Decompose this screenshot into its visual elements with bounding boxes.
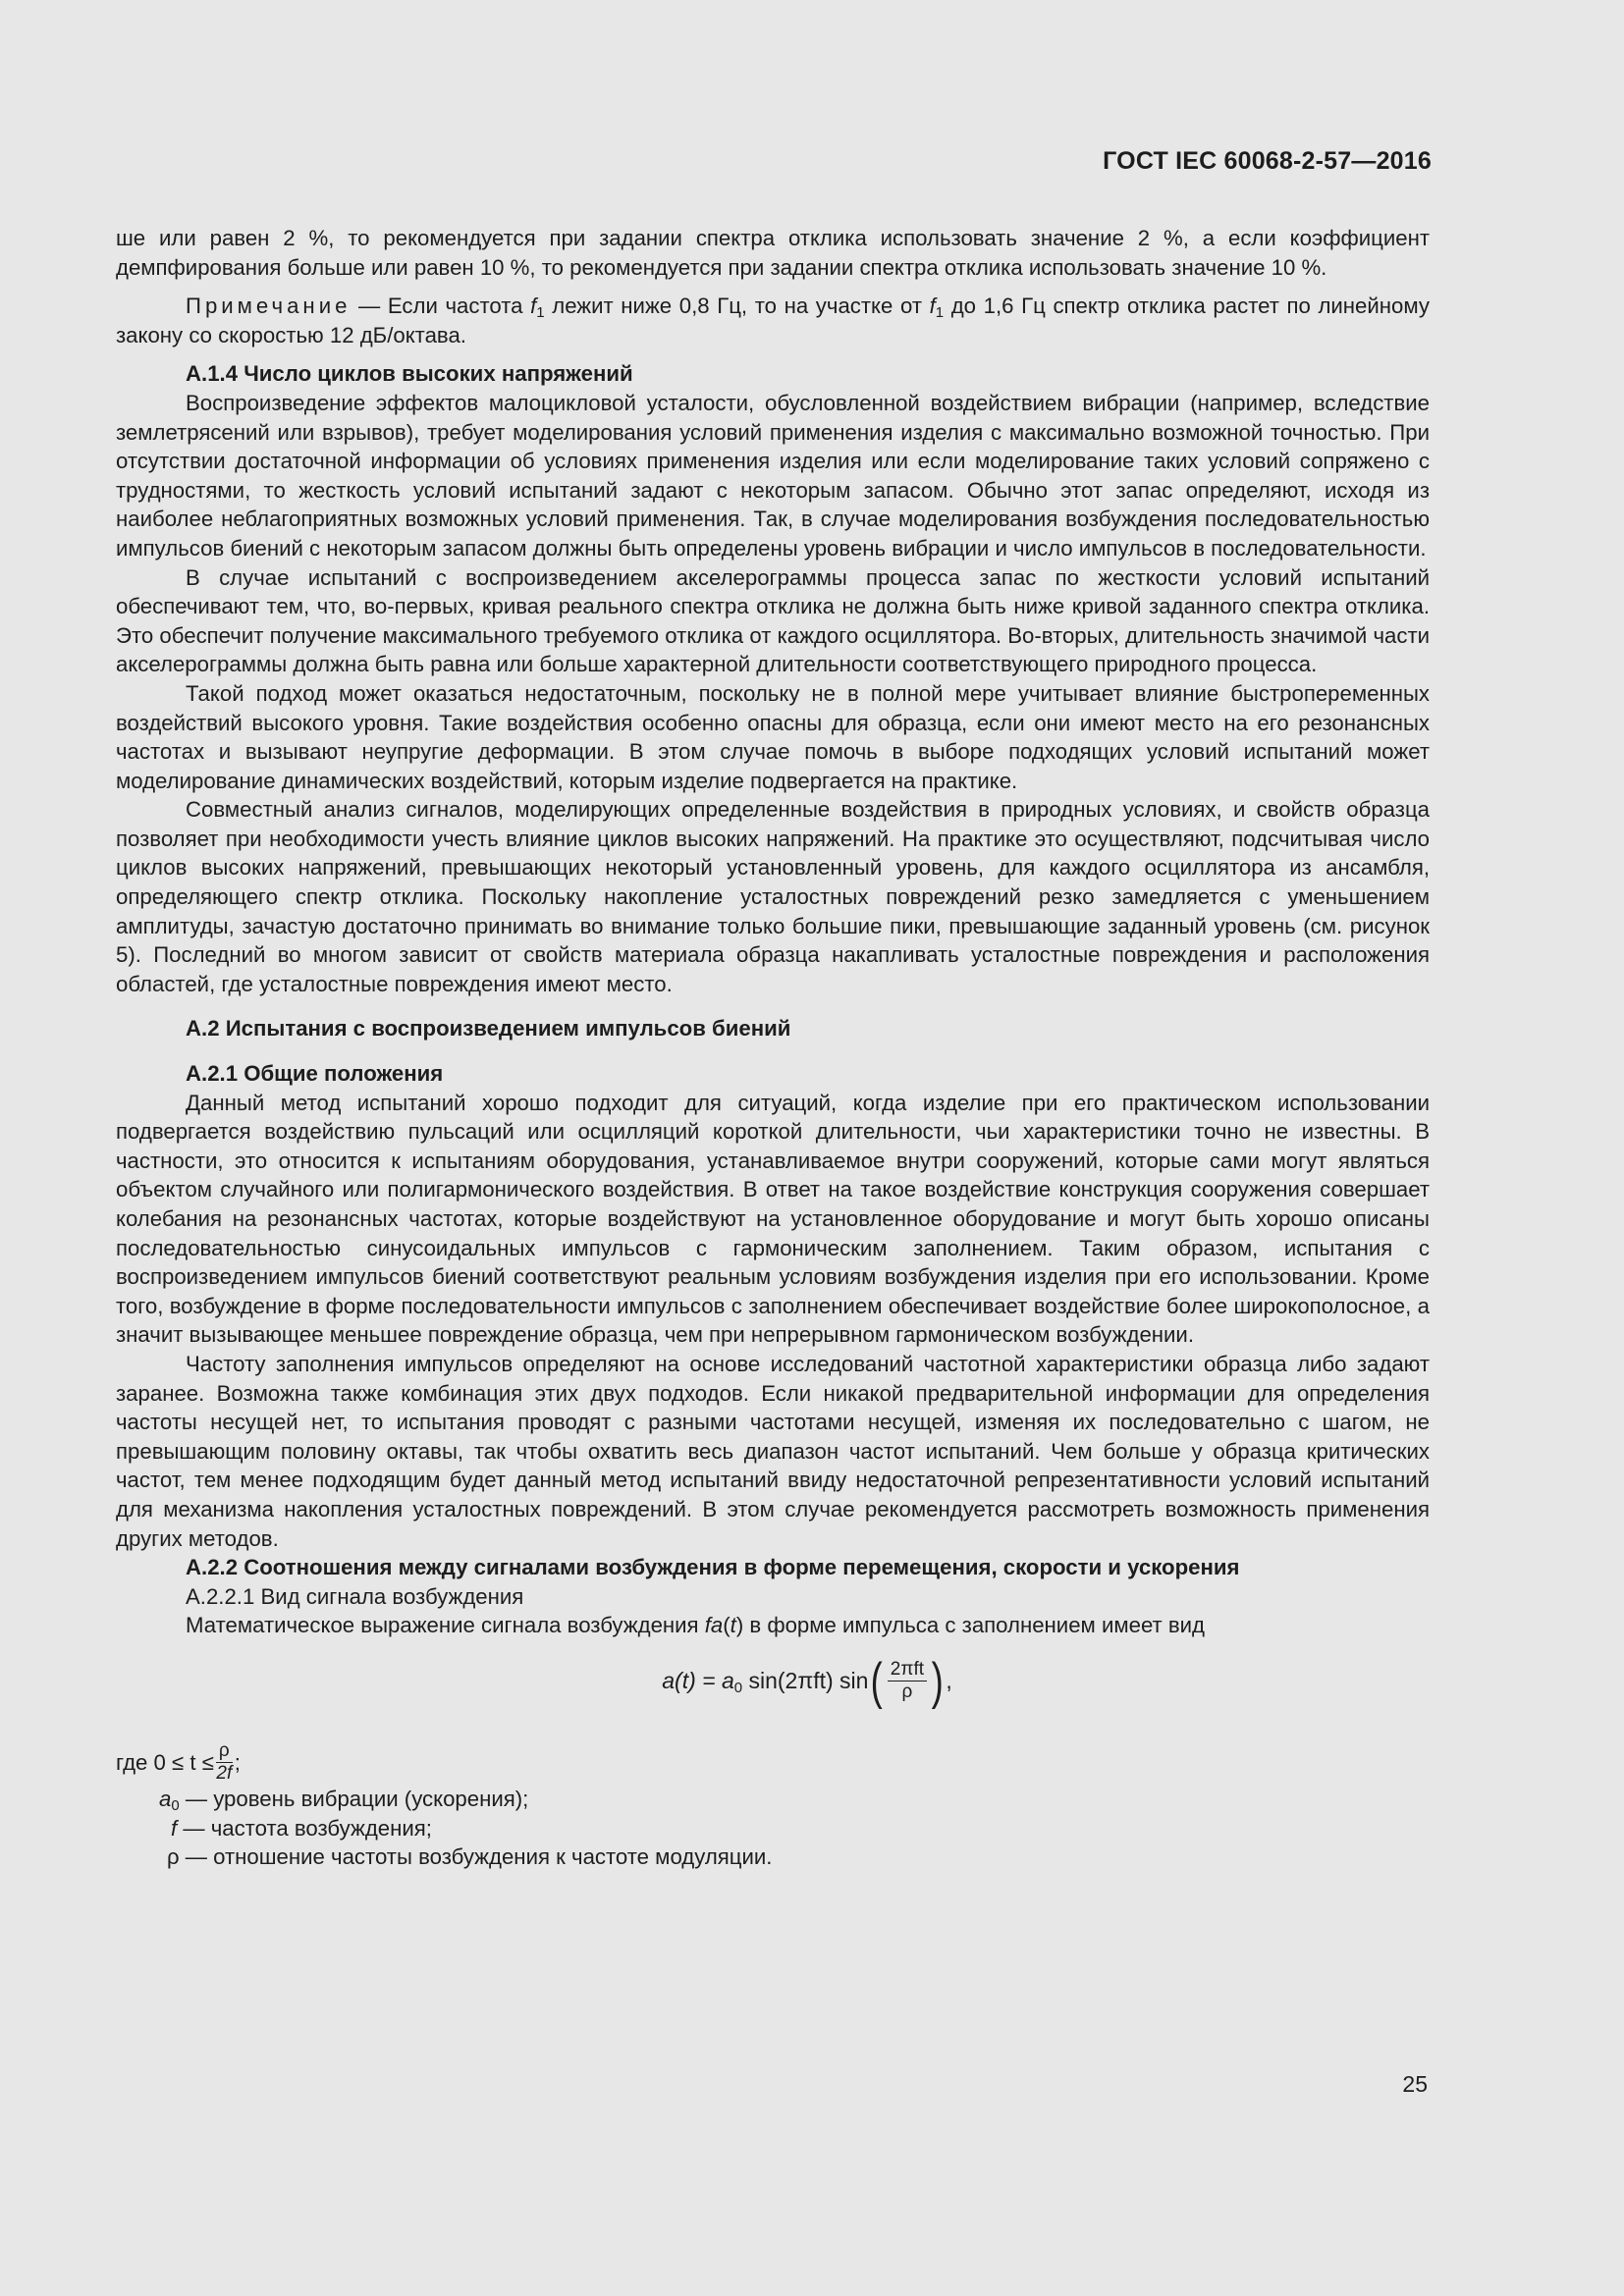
section-heading-a22: А.2.2 Соотношения между сигналами возбуждения в форме перемещения, скорости и ускорения	[186, 1555, 1240, 1580]
where-clause	[116, 1740, 1430, 1785]
document-body	[116, 224, 1430, 1872]
note-text-a: — Если частота	[351, 294, 531, 319]
paragraph: ше или равен 2 %, то рекомендуется при задании спектра отклика использовать значение 2 %, а если коэффициент демпфирования больше или равен 10 %, то рекомендуется при задании спектра отклика использовать значение 10 %.	[116, 226, 1430, 280]
formula-lhs: a(t) = a	[662, 1668, 734, 1694]
right-paren: )	[931, 1652, 944, 1710]
note-text-b: лежит ниже 0,8 Гц, то на участке от	[544, 294, 930, 319]
where-denominator: 2f	[216, 1762, 233, 1784]
paragraph: Данный метод испытаний хорошо подходит для ситуаций, когда изделие при его практическом использовании подвергается воздействию пульсаций или осцилляций короткой длительности, чьи характеристики точно не известны. В частности, это относится к испытаниям оборудования, устанавливаемое внутри сооружений, которые сами могут являться объектом случайного или полигармонического воздействия. В ответ на такое воздействие конструкция сооружения совершает колебания на резонансных частотах, которые воздействуют на установленное оборудование и могут быть хорошо описаны последовательностью синусоидальных импульсов с гармоническим заполнением. Таким образом, испытания с воспроизведением импульсов биений соответствуют реальным условиям возбуждения изделия при его использовании. Кроме того, возбуждение в форме последовательности импульсов с заполнением обеспечивает воздействие более широкополосное, а значит вызывающее меньшее повреждение образца, чем при непрерывном гармоническом возбуждении.	[116, 1090, 1430, 1348]
subsection-heading-a221: А.2.2.1 Вид сигнала возбуждения	[186, 1583, 524, 1609]
page-number: 25	[1402, 2071, 1428, 2097]
note-paragraph: Примечание — Если частота $f_1$ лежит ниже 0,8 Гц, то на участке от $f_1$ до 1,6 Гц спектр отклика растет по линейному закону со скоростью 12 дБ/октава.	[116, 294, 1430, 347]
section-heading-a2: А.2 Испытания с воспроизведением импульсов биений	[186, 1016, 791, 1041]
section-heading-a14: А.1.4 Число циклов высоких напряжений	[186, 361, 633, 387]
where-fraction	[216, 1740, 233, 1785]
symbol-f1: f	[530, 294, 537, 319]
where-prefix: где 0 ≤ t ≤	[116, 1749, 214, 1775]
formula-lhs-sub: 0	[733, 1680, 743, 1697]
paragraph: Математическое выражение сигнала возбуждения fa(t) в форме импульса с заполнением имеет вид	[186, 1613, 1206, 1638]
note-text-c: до 1,6 Гц спектр отклика растет по линейному закону со скоростью 12 дБ/октава.	[116, 294, 1430, 347]
definition-rho: ρ — отношение частоты возбуждения к частоте модуляции.	[167, 1844, 773, 1870]
paragraph: Частоту заполнения импульсов определяют на основе исследований частотной характеристики образца либо задают заранее. Возможна также комбинация этих двух подходов. Если никакой предварительной информации для определения частоты несущей нет, то испытания проводят с разными частотами несущей, изменяя их последовательно с шагом, не превышающим половину октавы, так чтобы охватить весь диапазон частот испытаний. Чем больше у образца критических частот, тем менее подходящим будет данный метод испытаний ввиду недостаточной репрезентативности условий испытаний для механизма накопления усталостных повреждений. В этом случае рекомендуется рассмотреть возможность применения других методов.	[116, 1351, 1430, 1551]
paragraph: В случае испытаний с воспроизведением акселерограммы процесса запас по жесткости условий испытаний обеспечивают тем, что, во-первых, кривая реального спектра отклика не должна быть ниже кривой заданного спектра отклика. Это обеспечит получение максимального требуемого отклика от каждого осциллятора. Во-вторых, длительность значимой части акселерограммы должна быть равна или больше характерной длительности соответствующего природного процесса.	[116, 564, 1430, 677]
formula-intro-b: в форме импульса с заполнением имеет вид	[743, 1613, 1206, 1638]
symbol-f1: f	[929, 294, 936, 319]
note-label: Примечание	[186, 294, 352, 319]
paragraph: Такой подход может оказаться недостаточным, поскольку не в полной мере учитывает влияние быстропеременных воздействий высокого уровня. Такие воздействия особенно опасны для образца, если они имеют место на его резонансных частотах и вызывают неупругие деформации. В этом случае помочь в выборе подходящих условий испытаний может моделирование динамических воздействий, которым изделие подвергается на практике.	[116, 680, 1430, 793]
excitation-formula	[116, 1652, 1430, 1710]
definition-f: f — частота возбуждения;	[171, 1815, 432, 1841]
paragraph: Воспроизведение эффектов малоцикловой усталости, обусловленной воздействием вибрации (например, вследствие землетрясений или взрывов), требует моделирования условий применения изделия с максимально возможной точностью. При отсутствии достаточной информации об условиях применения изделия или если моделирование таких условий сопряжено с трудностями, то жесткость условий испытаний задают с некоторым запасом. Обычно этот запас определяют, исходя из наиболее неблагоприятных возможных условий применения. Так, в случае моделирования возбуждения последовательностью импульсов биений с некоторым запасом должны быть определены уровень вибрации и число импульсов в последовательности.	[116, 390, 1430, 561]
standard-header: ГОСТ IEC 60068-2-57—2016	[1103, 147, 1432, 175]
symbol-fa-t: fa	[704, 1613, 724, 1638]
where-numerator: ρ	[216, 1740, 233, 1763]
formula-tail: ,	[946, 1668, 952, 1694]
fraction-denominator: ρ	[901, 1682, 913, 1703]
where-suffix: ;	[234, 1749, 241, 1775]
formula-fraction	[888, 1659, 927, 1703]
section-heading-a21: А.2.1 Общие положения	[186, 1061, 444, 1087]
formula-intro-a: Математическое выражение сигнала возбуждения	[186, 1613, 705, 1638]
paragraph: Совместный анализ сигналов, моделирующих определенные воздействия в природных условиях, и свойств образца позволяет при необходимости учесть влияние циклов высоких напряжений. На практике это осуществляют, подсчитывая число циклов высоких напряжений, превышающих некоторый установленный уровень, для каждого осциллятора из ансамбля, определяющего спектр отклика. Поскольку накопление усталостных повреждений резко замедляется с уменьшением амплитуды, зачастую достаточно принимать во внимание только большие пики, превышающие заданный уровень (см. рисунок 5). Последний во многом зависит от свойств материала образца накапливать усталостные повреждения и расположения областей, где усталостные повреждения имеют место.	[116, 797, 1430, 996]
definition-a0: $a_0$ — уровень вибрации (ускорения);	[159, 1786, 529, 1814]
left-paren: (	[871, 1652, 884, 1710]
formula-mid: sin(2πft) sin	[742, 1668, 869, 1694]
fraction-numerator: 2πft	[888, 1659, 927, 1682]
